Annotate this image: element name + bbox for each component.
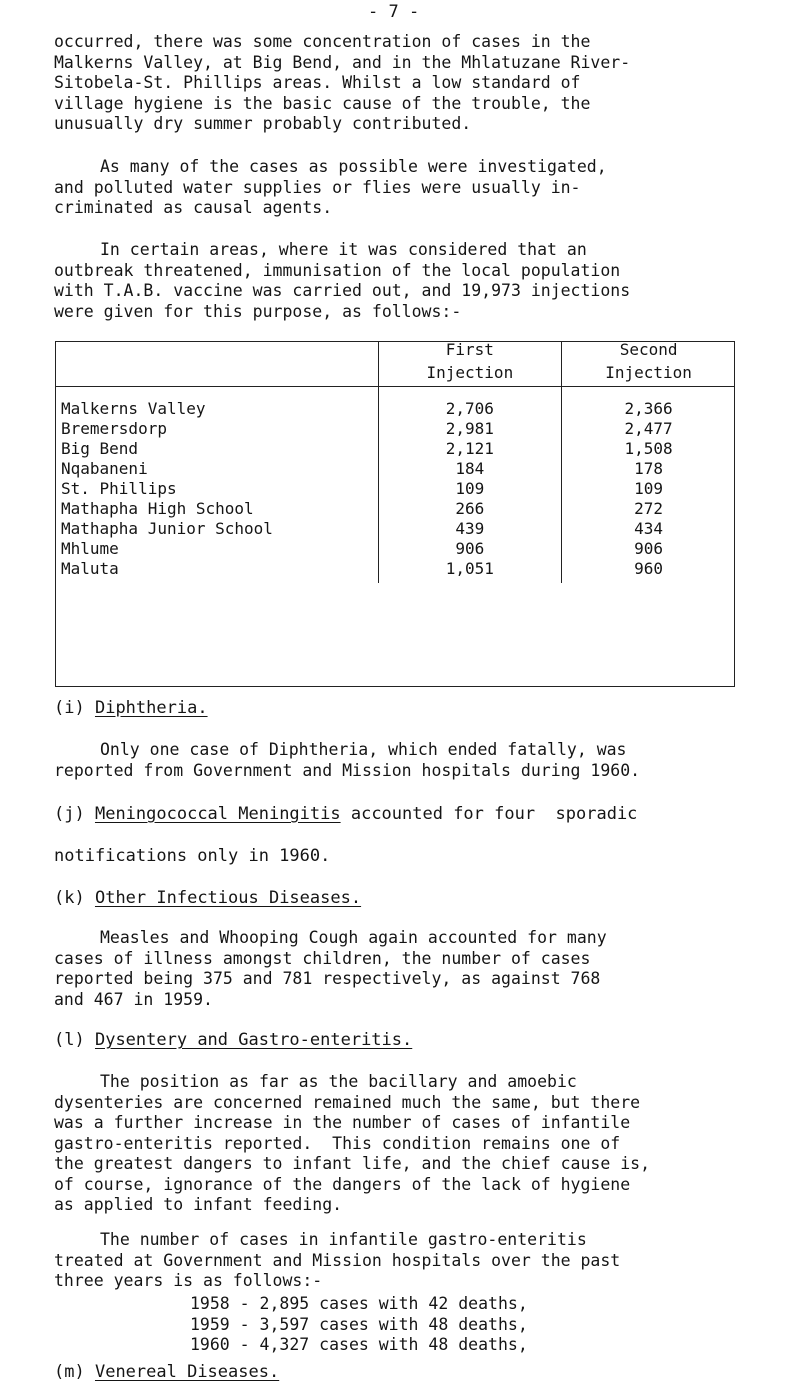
text-line: of course, ignorance of the dangers of the lack of hygiene (54, 1174, 631, 1194)
section-i-heading (54, 698, 208, 718)
gastro-yearly-list (190, 1294, 750, 1356)
table-cell-place: Mathapha Junior School (61, 519, 273, 538)
table-cell-place: Maluta (61, 559, 119, 578)
text-line: the greatest dangers to infant life, and the chief cause is, (54, 1154, 651, 1173)
text-line: gastro-enteritis reported. This condition remains one of (54, 1133, 621, 1153)
table-cell-first: 266 (455, 499, 485, 518)
text-line: As many of the cases as possible were investigated, (100, 157, 607, 176)
list-item: 1960 - 4,327 cases with 48 deaths, (190, 1335, 528, 1354)
text-line: Only one case of Diphtheria, which ended fatally, was (100, 740, 627, 759)
text-line: The position as far as the bacillary and amoebic (100, 1072, 577, 1091)
table-cell-second: 272 (634, 499, 664, 518)
section-label: (j) (54, 804, 85, 824)
text-line: criminated as causal agents. (54, 198, 333, 217)
text-line: Malkerns Valley, at Big Bend, and in the Mhlatuzane River- (54, 52, 631, 72)
text-line: was a further increase in the number of cases of infantile (54, 1113, 631, 1132)
text-line: occurred, there was some concentration of cases in the (54, 32, 591, 51)
section-label: (i) (54, 698, 85, 718)
table-cell-place: Big Bend (61, 439, 139, 458)
section-i-body (54, 740, 754, 781)
text-line: dysenteries are concerned remained much the same, but there (54, 1092, 641, 1112)
section-title: Diphtheria. (94, 698, 208, 718)
table-cell-first: 1,051 (445, 559, 494, 578)
table-cell-first: 439 (455, 519, 485, 538)
text-line: as applied to infant feeding. (54, 1195, 343, 1214)
section-j-line: notifications only in 1960. (54, 846, 331, 866)
section-title: Venereal Diseases. (94, 1362, 280, 1382)
text-line: reported from Government and Mission hospitals during 1960. (54, 760, 641, 780)
header-place (55, 341, 378, 387)
table-cell-first: 109 (455, 479, 485, 498)
table-cell-second: 109 (634, 479, 664, 498)
table-cell-second: 960 (634, 559, 664, 578)
section-label: (l) (54, 1030, 85, 1050)
section-l-body (54, 1072, 754, 1216)
section-m-heading (54, 1362, 279, 1382)
table-cell-place: Mhlume (61, 539, 119, 558)
immunisation-paragraph (54, 240, 754, 322)
text-line: outbreak threatened, immunisation of the local population (54, 260, 621, 280)
investigation-paragraph (54, 157, 754, 219)
gastro-paragraph (54, 1230, 754, 1292)
text-line: reported being 375 and 781 respectively, as against 768 (54, 969, 601, 988)
text-line: Measles and Whooping Cough again accounted for many (100, 928, 607, 947)
text-line: cases of illness amongst children, the number of cases (54, 948, 591, 968)
header-text: Injection (605, 363, 692, 382)
vaccination-table (55, 341, 735, 583)
text-line: Sitobela-St. Phillips areas. Whilst a low standard of (54, 73, 581, 92)
table-cell-first: 2,706 (445, 399, 494, 418)
table-cell-place: Bremersdorp (61, 419, 167, 438)
section-title: Dysentery and Gastro-enteritis. (94, 1030, 413, 1050)
table-cell-place: Nqabaneni (61, 459, 148, 478)
table-cell-place: Malkerns Valley (61, 399, 206, 418)
section-label: (k) (54, 888, 85, 908)
section-k-heading (54, 888, 361, 908)
text-line: treated at Government and Mission hospitals over the past (54, 1250, 621, 1270)
table-cell-second: 1,508 (624, 439, 673, 458)
text-line: accounted for four sporadic (340, 804, 638, 824)
table-cell-first: 184 (455, 459, 485, 478)
table-cell-second: 178 (634, 459, 664, 478)
text-line: unusually dry summer probably contributed. (54, 114, 472, 133)
header-text: Injection (426, 363, 514, 382)
header-second-injection (562, 341, 735, 387)
list-item: 1958 - 2,895 cases with 42 deaths, (190, 1294, 528, 1313)
text-line: three years is as follows:- (54, 1271, 323, 1290)
section-title: Other Infectious Diseases. (94, 888, 362, 908)
text-line: and polluted water supplies or flies were usually in- (54, 177, 581, 197)
first-injection-column (378, 387, 562, 584)
table-cell-second: 434 (634, 519, 664, 538)
text-line: were given for this purpose, as follows:- (54, 301, 462, 321)
table-cell-second: 906 (634, 539, 664, 558)
header-text: First (445, 340, 494, 359)
table-cell-first: 2,121 (445, 439, 494, 458)
text-line: and 467 in 1959. (54, 989, 213, 1009)
table-cell-place: Mathapha High School (61, 499, 254, 518)
place-column (55, 387, 378, 584)
header-first-injection (378, 341, 562, 387)
text-line: The number of cases in infantile gastro-enteritis (100, 1230, 587, 1249)
header-text: Second (619, 340, 678, 359)
section-label: (m) (54, 1362, 85, 1382)
table-body (55, 387, 735, 584)
list-item: 1959 - 3,597 cases with 48 deaths, (190, 1314, 528, 1334)
table-cell-second: 2,366 (624, 399, 673, 418)
section-j-heading (54, 804, 637, 824)
table-cell-first: 906 (455, 539, 485, 558)
text-line: village hygiene is the basic cause of the trouble, the (54, 93, 591, 113)
text-line: In certain areas, where it was considered that an (100, 240, 587, 259)
table-cell-place: St. Phillips (61, 479, 177, 498)
section-l-heading (54, 1030, 412, 1050)
table-header-row (55, 341, 735, 387)
table-cell-first: 2,981 (445, 419, 494, 438)
second-injection-column (562, 387, 735, 584)
intro-paragraph (54, 32, 754, 135)
section-k-body (54, 928, 754, 1010)
table-cell-second: 2,477 (624, 419, 673, 438)
page-number: - 7 - (368, 2, 420, 22)
section-title: Meningococcal Meningitis (94, 804, 341, 824)
text-line: with T.A.B. vaccine was carried out, and 19,973 injections (54, 281, 631, 300)
